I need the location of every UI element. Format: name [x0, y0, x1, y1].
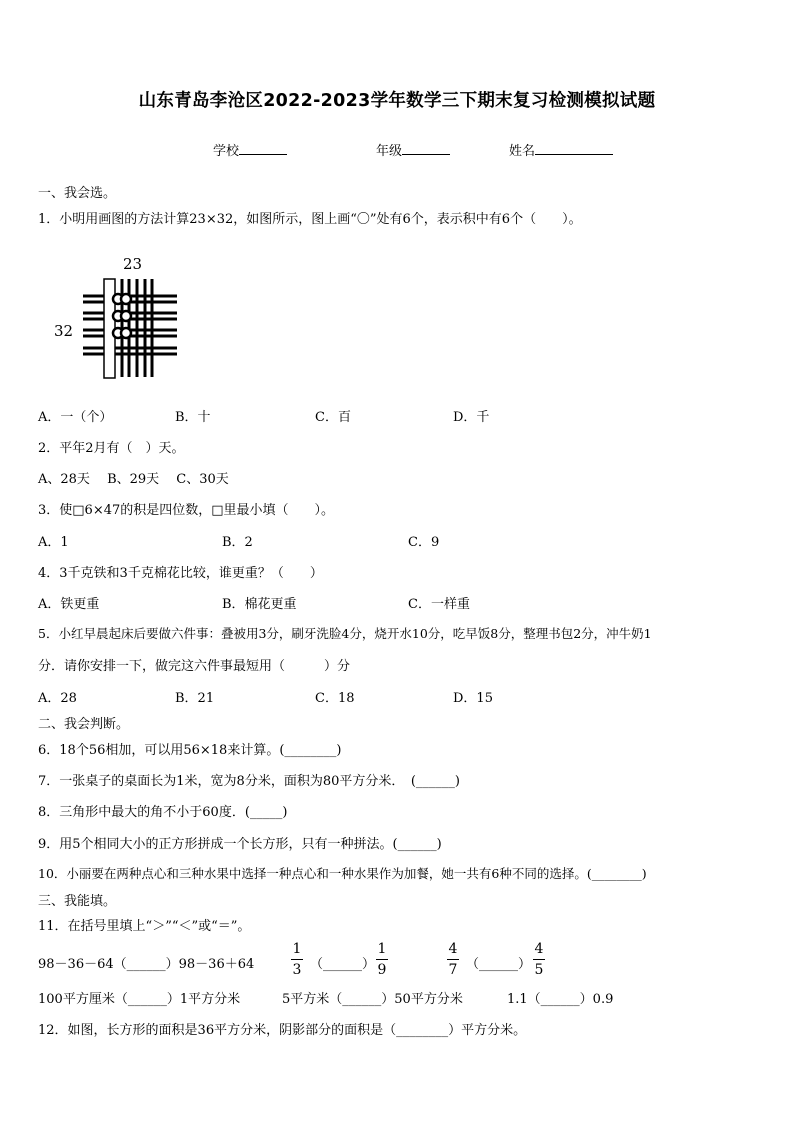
grade-field: 年级 — [376, 140, 450, 159]
q5-option-c: C．18 — [315, 691, 355, 706]
q11-compare-area-1: 100平方厘米（______）1平方分米 — [38, 992, 241, 1007]
q5-option-d: D．15 — [453, 691, 493, 706]
q1-option-a: A．一（个） — [38, 410, 113, 425]
q11-compare-area-2: 5平方米（______）50平方分米 — [282, 992, 463, 1007]
question-5-line-2: 分．请你安排一下，做完这六件事最短用（ ）分 — [38, 659, 351, 674]
question-11: 11．在括号里填上“＞”“＜”或“＝”。 — [38, 919, 251, 934]
question-1: 1．小明用画图的方法计算23×32，如图所示，图上画“〇”处有6个，表示积中有6个（ ）。 — [38, 212, 582, 227]
question-5-line-1: 5．小红早晨起床后要做六件事：叠被用3分，刷牙洗脸4分，烧开水10分，吃早饭8分，整理书包2分，冲牛奶1 — [38, 626, 652, 641]
question-3: 3．使□6×47的积是四位数，□里最小填（ ）。 — [38, 503, 335, 518]
q3-option-c: C．9 — [408, 535, 440, 550]
section-heading-1: 一、我会选。 — [38, 186, 117, 201]
fraction-four-sevenths: 4 7 — [448, 941, 458, 978]
q1-option-d: D．千 — [453, 410, 490, 425]
question-9: 9．用5个相同大小的正方形拼成一个长方形，只有一种拼法。(______) — [38, 837, 442, 852]
name-field: 姓名 — [509, 140, 613, 159]
question-6: 6．18个56相加，可以用56×18来计算。(________) — [38, 743, 342, 758]
section-heading-3: 三、我能填。 — [38, 894, 117, 909]
q3-option-a: A．1 — [38, 535, 69, 550]
fraction-four-fifths: 4 5 — [534, 941, 544, 978]
q4-option-c: C．一样重 — [408, 597, 470, 612]
q11-blank-2: （______） — [310, 957, 376, 972]
q11-expression-1: 98－36－64（______）98－36＋64 — [38, 957, 255, 972]
figure-left-label: 32 — [54, 322, 74, 340]
q4-option-b: B．棉花更重 — [222, 597, 297, 612]
q1-option-c: C．百 — [315, 410, 351, 425]
question-8: 8．三角形中最大的角不小于60度．(_____) — [38, 805, 288, 820]
question-12: 12．如图，长方形的面积是36平方分米，阴影部分的面积是（________）平方分米。 — [38, 1023, 527, 1038]
fraction-one-ninth: 1 9 — [377, 941, 387, 978]
question-7: 7．一张桌子的桌面长为1米，宽为8分米，面积为80平方分米． (______) — [38, 774, 460, 789]
q2-options: A、28天 B、29天 C、30天 — [38, 472, 229, 487]
section-heading-2: 二、我会判断。 — [38, 717, 130, 732]
q5-option-b: B．21 — [175, 691, 215, 706]
q3-option-b: B．2 — [222, 535, 253, 550]
question-10: 10．小丽要在两种点心和三种水果中选择一种点心和一种水果作为加餐，她一共有6种不同的选择。(________) — [38, 866, 647, 881]
q1-option-b: B．十 — [175, 410, 211, 425]
school-field: 学校 — [213, 140, 287, 159]
q4-option-a: A．铁更重 — [38, 597, 100, 612]
fraction-one-third: 1 3 — [292, 941, 302, 978]
page-title: 山东青岛李沧区2022-2023学年数学三下期末复习检测模拟试题 — [138, 91, 656, 111]
question-4: 4．3千克铁和3千克棉花比较，谁更重？（ ） — [38, 566, 323, 581]
q11-blank-3: （______） — [466, 957, 532, 972]
figure-top-label: 23 — [123, 255, 143, 273]
question-2: 2．平年2月有（ ）天。 — [38, 441, 185, 456]
q5-option-a: A．28 — [38, 691, 77, 706]
q11-compare-decimal: 1.1（______）0.9 — [507, 992, 614, 1007]
multiplication-grid-figure — [50, 252, 180, 384]
